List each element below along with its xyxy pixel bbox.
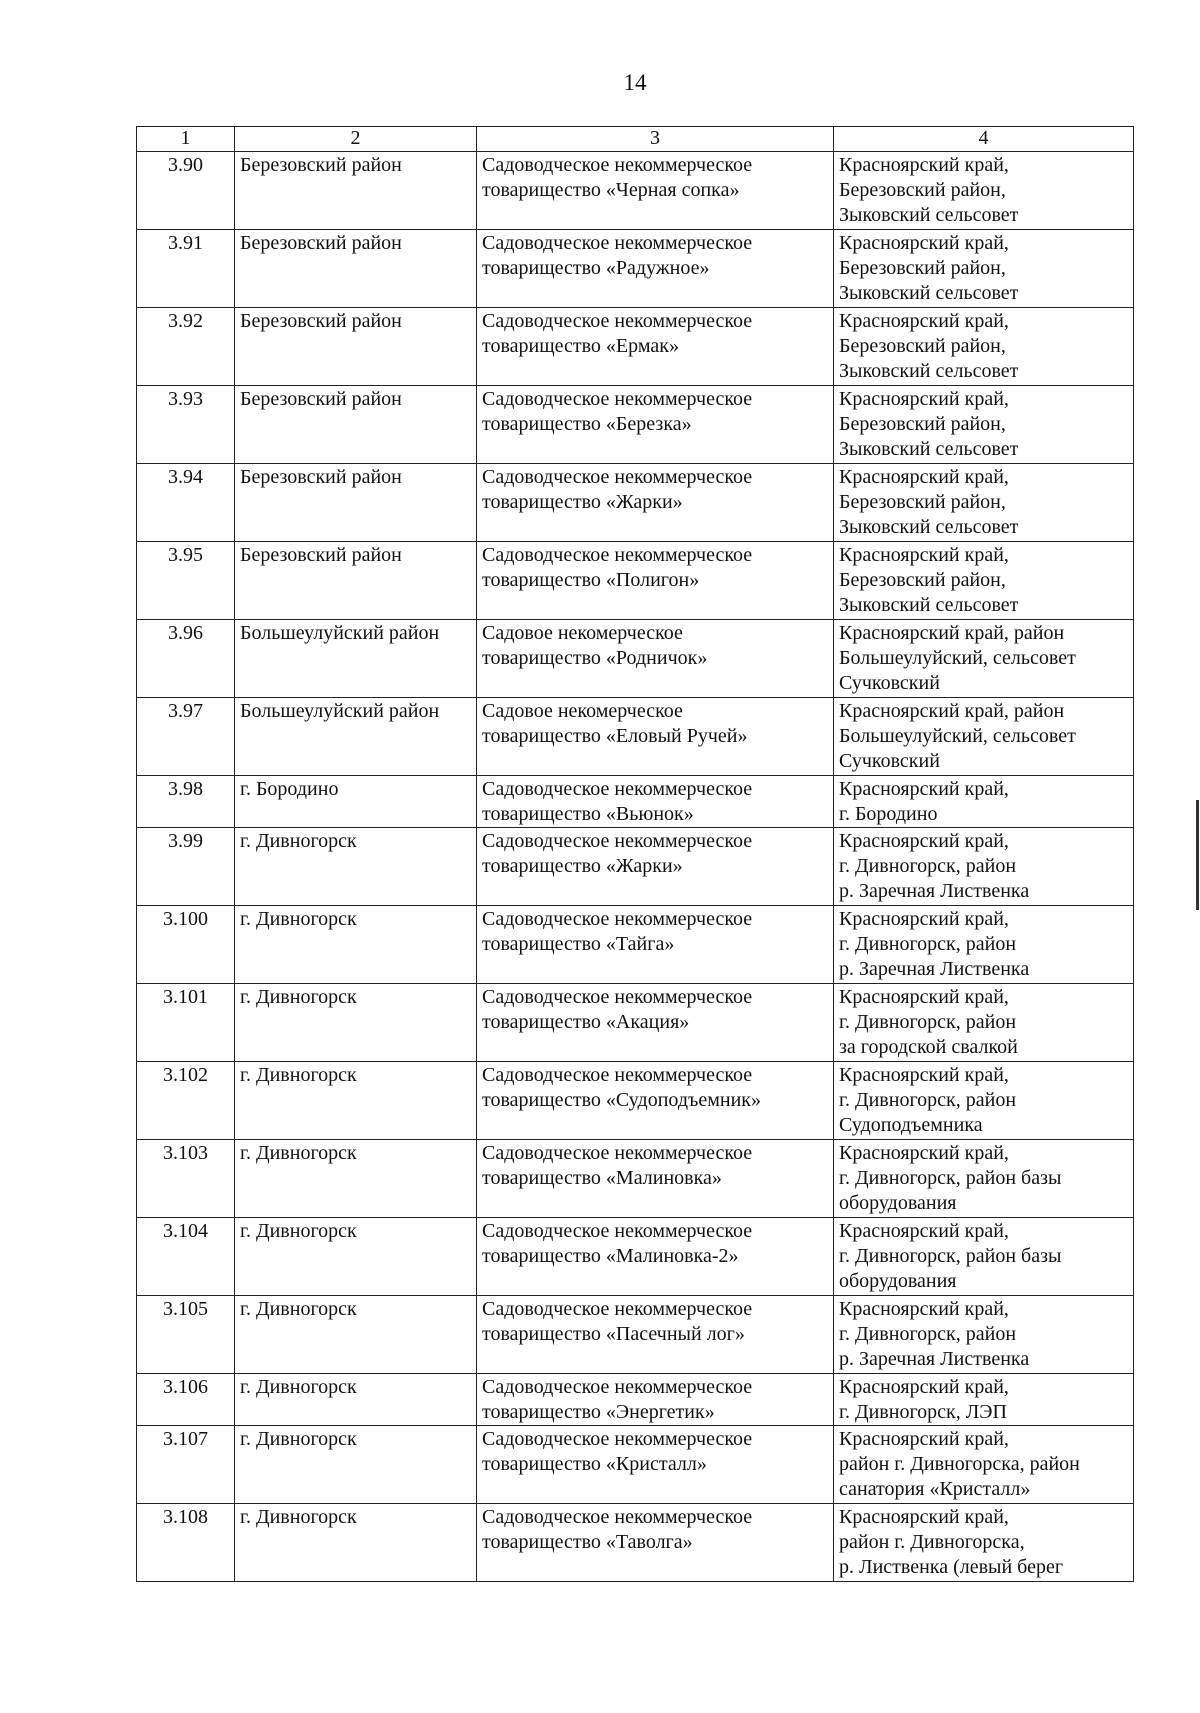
- organization-name-cell: [477, 386, 834, 464]
- row-number-text: 3.105: [163, 1298, 208, 1320]
- row-number: [137, 1426, 235, 1504]
- organization-name-cell-text: Садоводческое некоммерческое товарищество «Жарки»: [482, 830, 753, 877]
- registry-table: [136, 126, 1134, 1582]
- row-number-text: 3.90: [168, 154, 203, 176]
- organization-name-cell-text: Садоводческое некоммерческое товарищество «Кристалл»: [482, 1428, 753, 1475]
- table-row: [137, 906, 1134, 984]
- organization-name-cell-text: Садоводческое некоммерческое товарищество «Жарки»: [482, 466, 753, 513]
- district-cell: [235, 698, 477, 776]
- table-row: [137, 152, 1134, 230]
- table-row: [137, 464, 1134, 542]
- district-cell: [235, 230, 477, 308]
- row-number: [137, 152, 235, 230]
- district-cell-text: г. Дивногорск: [240, 1220, 357, 1242]
- table-row: [137, 828, 1134, 906]
- organization-name-cell-text: Садоводческое некоммерческое товарищество «Черная сопка»: [482, 154, 753, 201]
- row-number-text: 3.100: [163, 908, 208, 930]
- organization-name-cell: [477, 1426, 834, 1504]
- row-number: [137, 386, 235, 464]
- district-cell: [235, 984, 477, 1062]
- district-cell: [235, 906, 477, 984]
- district-cell-text: г. Дивногорск: [240, 1428, 357, 1450]
- address-cell-text: Красноярский край, г. Дивногорск, район базы оборудования: [839, 1142, 1062, 1214]
- address-cell: [834, 386, 1134, 464]
- row-number-text: 3.98: [168, 778, 203, 800]
- district-cell-text: г. Дивногорск: [240, 1376, 357, 1398]
- organization-name-cell-text: Садовое некомерческое товарищество «Родничок»: [482, 622, 708, 669]
- table-row: [137, 1218, 1134, 1296]
- organization-name-cell: [477, 828, 834, 906]
- district-cell-text: г. Дивногорск: [240, 1064, 357, 1086]
- row-number-text: 3.101: [163, 986, 208, 1008]
- address-cell-text: Красноярский край, район г. Дивногорска, р. Лиственка (левый берег: [839, 1506, 1064, 1578]
- table-row: [137, 1140, 1134, 1218]
- address-cell: [834, 620, 1134, 698]
- page-number: 14: [623, 70, 647, 95]
- district-cell: [235, 1218, 477, 1296]
- organization-name-cell: [477, 308, 834, 386]
- row-number-text: 3.94: [168, 466, 203, 488]
- row-number: [137, 464, 235, 542]
- organization-name-cell: [477, 1504, 834, 1582]
- district-cell-text: Березовский район: [240, 232, 402, 254]
- row-number: [137, 1140, 235, 1218]
- table-row: [137, 984, 1134, 1062]
- column-header-3: 3: [477, 127, 834, 152]
- organization-name-cell: [477, 230, 834, 308]
- district-cell: [235, 776, 477, 828]
- address-cell-text: Красноярский край, Березовский район, Зыковский сельсовет: [839, 388, 1019, 460]
- row-number: [137, 1504, 235, 1582]
- organization-name-cell-text: Садоводческое некоммерческое товарищество «Малиновка»: [482, 1142, 753, 1189]
- organization-name-cell: [477, 542, 834, 620]
- address-cell-text: Красноярский край, Березовский район, Зыковский сельсовет: [839, 544, 1019, 616]
- address-cell: [834, 776, 1134, 828]
- row-number: [137, 906, 235, 984]
- table-row: [137, 620, 1134, 698]
- address-cell: [834, 1374, 1134, 1426]
- row-number: [137, 542, 235, 620]
- organization-name-cell: [477, 152, 834, 230]
- address-cell-text: Красноярский край, г. Дивногорск, район за городской свалкой: [839, 986, 1018, 1058]
- table-row: [137, 776, 1134, 828]
- table-row: [137, 1504, 1134, 1582]
- organization-name-cell: [477, 464, 834, 542]
- address-cell: [834, 1140, 1134, 1218]
- address-cell-text: Красноярский край, г. Дивногорск, ЛЭП: [839, 1376, 1009, 1423]
- table-row: [137, 698, 1134, 776]
- address-cell-text: Красноярский край, г. Бородино: [839, 778, 1009, 825]
- address-cell-text: Красноярский край, г. Дивногорск, район р. Заречная Лиственка: [839, 1298, 1030, 1370]
- row-number: [137, 308, 235, 386]
- table-row: [137, 1062, 1134, 1140]
- address-cell: [834, 1504, 1134, 1582]
- address-cell-text: Красноярский край, район г. Дивногорска, район санатория «Кристалл»: [839, 1428, 1080, 1500]
- organization-name-cell-text: Садоводческое некоммерческое товарищество «Пасечный лог»: [482, 1298, 753, 1345]
- organization-name-cell-text: Садоводческое некоммерческое товарищество «Радужное»: [482, 232, 753, 279]
- district-cell-text: г. Дивногорск: [240, 908, 357, 930]
- address-cell: [834, 1062, 1134, 1140]
- organization-name-cell-text: Садоводческое некоммерческое товарищество «Ермак»: [482, 310, 753, 357]
- address-cell-text: Красноярский край, район Большеулуйский, сельсовет Сучковский: [839, 622, 1076, 694]
- row-number-text: 3.106: [163, 1376, 208, 1398]
- district-cell-text: Березовский район: [240, 466, 402, 488]
- organization-name-cell: [477, 1062, 834, 1140]
- district-cell-text: г. Дивногорск: [240, 830, 357, 852]
- row-number: [137, 828, 235, 906]
- column-header-2: 2: [235, 127, 477, 152]
- address-cell: [834, 1218, 1134, 1296]
- organization-name-cell-text: Садоводческое некоммерческое товарищество «Малиновка-2»: [482, 1220, 753, 1267]
- organization-name-cell-text: Садоводческое некоммерческое товарищество «Судоподъемник»: [482, 1064, 761, 1111]
- table-row: [137, 308, 1134, 386]
- address-cell-text: Красноярский край, Березовский район, Зыковский сельсовет: [839, 310, 1019, 382]
- address-cell: [834, 1426, 1134, 1504]
- district-cell-text: Березовский район: [240, 310, 402, 332]
- district-cell-text: г. Дивногорск: [240, 1506, 357, 1528]
- row-number: [137, 776, 235, 828]
- organization-name-cell-text: Садоводческое некоммерческое товарищество «Тайга»: [482, 908, 753, 955]
- district-cell: [235, 620, 477, 698]
- address-cell-text: Красноярский край, г. Дивногорск, район Судоподъемника: [839, 1064, 1017, 1136]
- row-number-text: 3.108: [163, 1506, 208, 1528]
- organization-name-cell: [477, 1296, 834, 1374]
- organization-name-cell: [477, 776, 834, 828]
- organization-name-cell-text: Садоводческое некоммерческое товарищество «Энергетик»: [482, 1376, 753, 1423]
- district-cell: [235, 1296, 477, 1374]
- address-cell-text: Красноярский край, Березовский район, Зыковский сельсовет: [839, 154, 1019, 226]
- table-row: [137, 230, 1134, 308]
- row-number-text: 3.93: [168, 388, 203, 410]
- district-cell: [235, 1140, 477, 1218]
- organization-name-cell: [477, 620, 834, 698]
- address-cell: [834, 828, 1134, 906]
- district-cell-text: Березовский район: [240, 544, 402, 566]
- district-cell: [235, 1062, 477, 1140]
- row-number-text: 3.99: [168, 830, 203, 852]
- district-cell: [235, 1426, 477, 1504]
- address-cell-text: Красноярский край, г. Дивногорск, район р. Заречная Лиственка: [839, 908, 1030, 980]
- organization-name-cell-text: Садоводческое некоммерческое товарищество «Вьюнок»: [482, 778, 753, 825]
- table-row: [137, 1374, 1134, 1426]
- row-number-text: 3.102: [163, 1064, 208, 1086]
- row-number-text: 3.97: [168, 700, 203, 722]
- column-header-1: 1: [137, 127, 235, 152]
- row-number-text: 3.92: [168, 310, 203, 332]
- address-cell-text: Красноярский край, г. Дивногорск, район р. Заречная Лиственка: [839, 830, 1030, 902]
- organization-name-cell-text: Садовое некомерческое товарищество «Еловый Ручей»: [482, 700, 748, 747]
- district-cell-text: г. Дивногорск: [240, 1298, 357, 1320]
- row-number: [137, 230, 235, 308]
- table-body: [137, 152, 1134, 1582]
- district-cell: [235, 1504, 477, 1582]
- scan-edge-mark: [1196, 800, 1199, 910]
- organization-name-cell-text: Садоводческое некоммерческое товарищество «Березка»: [482, 388, 753, 435]
- organization-name-cell-text: Садоводческое некоммерческое товарищество «Полигон»: [482, 544, 753, 591]
- district-cell: [235, 1374, 477, 1426]
- header-row: [137, 127, 1134, 152]
- row-number: [137, 620, 235, 698]
- organization-name-cell: [477, 1218, 834, 1296]
- address-cell-text: Красноярский край, район Большеулуйский, сельсовет Сучковский: [839, 700, 1076, 772]
- district-cell-text: г. Дивногорск: [240, 1142, 357, 1164]
- address-cell: [834, 698, 1134, 776]
- address-cell-text: Красноярский край, г. Дивногорск, район базы оборудования: [839, 1220, 1062, 1292]
- row-number: [137, 698, 235, 776]
- district-cell: [235, 542, 477, 620]
- address-cell: [834, 984, 1134, 1062]
- district-cell-text: Березовский район: [240, 154, 402, 176]
- organization-name-cell: [477, 984, 834, 1062]
- row-number-text: 3.107: [163, 1428, 208, 1450]
- district-cell: [235, 308, 477, 386]
- district-cell-text: г. Дивногорск: [240, 986, 357, 1008]
- row-number-text: 3.96: [168, 622, 203, 644]
- district-cell-text: г. Бородино: [240, 778, 339, 800]
- organization-name-cell: [477, 698, 834, 776]
- address-cell: [834, 464, 1134, 542]
- table-row: [137, 1426, 1134, 1504]
- column-header-4: 4: [834, 127, 1134, 152]
- address-cell: [834, 1296, 1134, 1374]
- address-cell: [834, 152, 1134, 230]
- address-cell: [834, 542, 1134, 620]
- row-number: [137, 1296, 235, 1374]
- address-cell: [834, 230, 1134, 308]
- district-cell: [235, 386, 477, 464]
- address-cell-text: Красноярский край, Березовский район, Зыковский сельсовет: [839, 466, 1019, 538]
- table-row: [137, 1296, 1134, 1374]
- address-cell: [834, 308, 1134, 386]
- row-number: [137, 1218, 235, 1296]
- organization-name-cell: [477, 906, 834, 984]
- district-cell-text: Большеулуйский район: [240, 700, 440, 722]
- district-cell: [235, 828, 477, 906]
- row-number-text: 3.95: [168, 544, 203, 566]
- district-cell: [235, 152, 477, 230]
- district-cell-text: Березовский район: [240, 388, 402, 410]
- address-cell: [834, 906, 1134, 984]
- address-cell-text: Красноярский край, Березовский район, Зыковский сельсовет: [839, 232, 1019, 304]
- organization-name-cell-text: Садоводческое некоммерческое товарищество «Таволга»: [482, 1506, 753, 1553]
- district-cell-text: Большеулуйский район: [240, 622, 440, 644]
- row-number: [137, 984, 235, 1062]
- row-number-text: 3.104: [163, 1220, 208, 1242]
- row-number: [137, 1374, 235, 1426]
- district-cell: [235, 464, 477, 542]
- organization-name-cell-text: Садоводческое некоммерческое товарищество «Акация»: [482, 986, 753, 1033]
- organization-name-cell: [477, 1140, 834, 1218]
- row-number: [137, 1062, 235, 1140]
- table-row: [137, 386, 1134, 464]
- row-number-text: 3.103: [163, 1142, 208, 1164]
- table-row: [137, 542, 1134, 620]
- organization-name-cell: [477, 1374, 834, 1426]
- row-number-text: 3.91: [168, 232, 203, 254]
